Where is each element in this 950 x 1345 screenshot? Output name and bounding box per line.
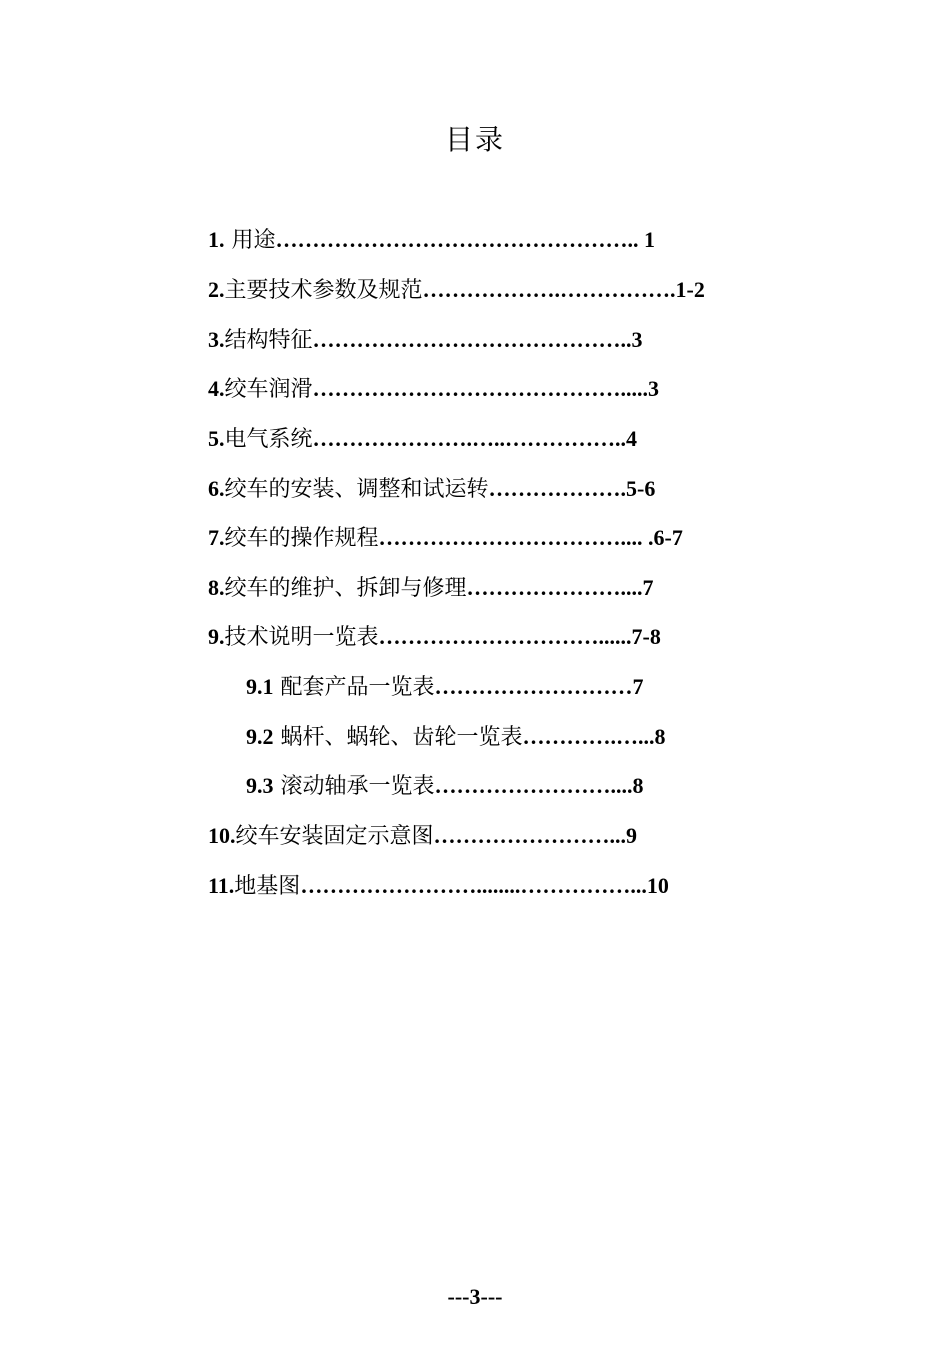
toc-entry-leader: ……………….…………… <box>422 277 671 302</box>
toc-entry[interactable] <box>208 275 748 305</box>
toc-entry-label: 电气系统 <box>224 427 313 452</box>
toc-entry-number: 6. <box>208 476 225 501</box>
toc-entry-leader: ……………………… <box>434 674 633 699</box>
toc-entry-number: 2. <box>208 277 225 302</box>
toc-entry-label: 绞车润滑 <box>224 377 313 402</box>
toc-entry-label: 主要技术参数及规范 <box>224 278 423 303</box>
toc-entry-label: 配套产品一览表 <box>273 675 435 700</box>
toc-entry-leader: ………….….. <box>522 724 649 749</box>
toc-entry[interactable] <box>208 474 748 504</box>
toc-entry-number: 3. <box>208 327 225 352</box>
toc-entry-page: .7 <box>637 575 654 600</box>
toc-entry-leader: …………………………..... <box>378 624 627 649</box>
toc-entry[interactable] <box>208 225 748 255</box>
toc-entry-page: .8 <box>649 724 666 749</box>
toc-entry-leader: …………………... <box>466 575 638 600</box>
toc-entry-label: 蜗杆、蜗轮、齿轮一览表 <box>273 725 523 750</box>
toc-entry-page: .3 <box>626 327 643 352</box>
toc-entry-page: ...3 <box>631 376 660 401</box>
toc-entry-label: 绞车的操作规程 <box>224 526 379 551</box>
toc-entry-number: 8. <box>208 575 225 600</box>
toc-entry-leader: ………………….…..……………. <box>312 426 621 451</box>
toc-entry-page: .10 <box>641 873 669 898</box>
toc-entry-label: 绞车的安装、调整和试运转 <box>224 477 489 502</box>
toc-entry-number: 5. <box>208 426 225 451</box>
toc-entry-page: 7 <box>632 674 644 699</box>
toc-entry-label: 滚动轴承一览表 <box>273 774 435 799</box>
toc-entry-page: .7-8 <box>626 624 661 649</box>
toc-entry-number: 9.2 <box>246 724 274 749</box>
toc-entry-page: .6-7 <box>642 525 683 550</box>
toc-entry-number: 7. <box>208 525 225 550</box>
page-number-footer: ---3--- <box>447 1284 503 1309</box>
toc-entry[interactable] <box>208 573 748 603</box>
toc-entry-label: 绞车的维护、拆卸与修理 <box>224 576 467 601</box>
toc-entry[interactable] <box>208 871 748 901</box>
toc-entry[interactable] <box>208 325 748 355</box>
toc-entry-number: 11. <box>208 873 235 898</box>
toc-entry-number: 9.3 <box>246 773 274 798</box>
toc-entry[interactable] <box>208 424 748 454</box>
toc-entry-label: 结构特征 <box>224 328 313 353</box>
toc-subentry[interactable] <box>246 672 746 702</box>
toc-entry-number: 9.1 <box>246 674 274 699</box>
toc-entry-leader: ……………………………………. <box>312 327 627 352</box>
toc-entry-leader: ………………………………………….. <box>275 227 639 252</box>
toc-entry-label: 技术说明一览表 <box>224 625 379 650</box>
toc-subentry[interactable] <box>246 771 746 801</box>
toc-entry-label: 用途 <box>224 228 276 253</box>
toc-entry-leader: ……………… <box>488 476 621 501</box>
toc-entry[interactable] <box>208 374 748 404</box>
toc-entry-number: 10. <box>208 823 236 848</box>
toc-subentry[interactable] <box>246 722 746 752</box>
toc-entry-page: .4 <box>620 426 638 451</box>
toc-entry-leader: …………………………………….. <box>312 376 632 401</box>
toc-entry[interactable] <box>208 821 748 851</box>
toc-entry[interactable] <box>208 523 748 553</box>
toc-entry-leader: ……………………........…………….. <box>300 873 642 898</box>
toc-entry-label: 地基图 <box>234 874 301 899</box>
toc-entry-leader: …………………………….... <box>378 525 643 550</box>
toc-entry-page: .1-2 <box>670 277 705 302</box>
toc-entry-number: 4. <box>208 376 225 401</box>
toc-entry-page: .8 <box>627 773 644 798</box>
toc-entry-leader: ……………………... <box>434 773 627 798</box>
toc-entry-page: .5-6 <box>620 476 656 501</box>
toc-entry-page: .9 <box>620 823 638 848</box>
toc-entry-number: 9. <box>208 624 225 649</box>
toc-entry[interactable] <box>208 622 748 652</box>
toc-entry-leader: …………………….. <box>433 823 621 848</box>
toc-entry-page: 1 <box>638 227 655 252</box>
toc-entry-label: 绞车安装固定示意图 <box>235 824 434 849</box>
toc-entry-number: 1. <box>208 227 225 252</box>
page-title: 目录 <box>444 123 505 156</box>
